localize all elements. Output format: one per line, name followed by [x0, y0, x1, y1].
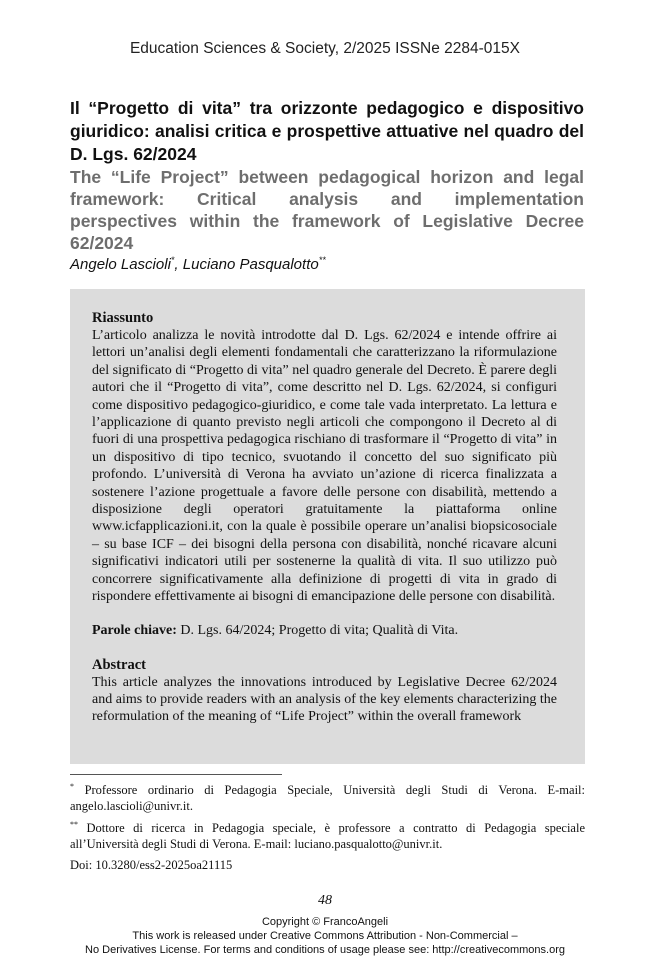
license-line: This work is released under Creative Commons Attribution - Non-Commercial –	[132, 930, 518, 942]
footnote-mark: *	[70, 782, 74, 791]
riassunto-heading: Riassunto	[92, 310, 154, 326]
footnote-text: Dottore di ricerca in Pedagogia speciale, è professore a contratto di Pedagogia speciale all’Università degli Studi di Verona. E-mail: luciano.pasqualotto@univr.it.	[70, 821, 585, 852]
riassunto-text: L’articolo analizza le novità introdotte dal D. Lgs. 62/2024 e intende offrire ai lettori un’analisi degli elementi fondamentali che caratterizzano la riformulazione del significato di “Progetto di vita” nel quadro generale del Decreto. È parere degli autori che il “Progetto di vita”, come descritto nel D. Lgs. 62/2024, si configuri come dispositivo pedagogico-giuridico, e come tale vada interpretato. La lettura e l’applicazione di quanto previsto negli articoli che compongono il Decreto al di fuori di una prospettiva pedagogica rischiano di trasformare il “Progetto di vita” in un dispositivo di tipo tecnico, svuotando il concetto del suo significato più profondo. L’università di Verona ha avviato un’azione di ricerca finalizzata a sostenere l’azione progettuale a favore delle persone con disabilità, mettendo a disposizione degli operatori gratuitamente la piattaforma online www.icfapplicazioni.it, con la quale è possibile operare un’analisi biopsicosociale – su base ICF – dei bisogni della persona con disabilità, nonché ricavare alcuni significativi indicatori utili per sostenerne la qualità di vita. Il suo utilizzo può concorrere significativamente alla definizione di progetti di vita in grado di rispondere effettivamente ai bisogni di emancipazione delle persone con disabilità.	[92, 328, 557, 605]
article-title-italian: Il “Progetto di vita” tra orizzonte pedagogico e dispositivo giuridico: analisi critica e prospettive attuative nel quadro del D. Lgs. 62/2024	[70, 98, 584, 164]
abstract-heading: Abstract	[92, 656, 146, 673]
abstract-text: This article analyzes the innovations introduced by Legislative Decree 62/2024 and aims to provide readers with an analysis of the key elements characterizing the reformulation of the meaning of “Life Project” within the overall framework	[92, 674, 557, 725]
keywords-label: Parole chiave:	[92, 622, 177, 638]
author-footnote-mark: *	[170, 255, 175, 265]
copyright-line: Copyright © FrancoAngeli	[261, 916, 389, 928]
license-line: No Derivatives License. For terms and conditions of usage please see: http://creativecommons.org	[85, 944, 565, 956]
footnote	[70, 817, 585, 852]
footnote-mark: **	[70, 820, 78, 830]
keywords-text: D. Lgs. 64/2024; Progetto di vita; Qualità di Vita.	[176, 622, 459, 638]
footnotes	[70, 779, 585, 855]
author-name: Angelo Lascioli	[70, 256, 171, 273]
abstract-box	[70, 289, 585, 764]
keywords	[92, 622, 557, 640]
article-titles	[70, 97, 584, 273]
page-number: 48	[318, 893, 332, 908]
footnote-text: Professore ordinario di Pedagogia Speciale, Università degli Studi di Verona. E-mail: angelo.lascioli@univr.it.	[70, 783, 585, 814]
author-separator: ,	[174, 256, 183, 273]
author-name: Luciano Pasqualotto	[182, 256, 319, 273]
footnote-divider	[70, 774, 282, 775]
footnote	[70, 779, 585, 814]
running-header: Education Sciences & Society, 2/2025 ISSNe 2284-015X	[129, 40, 521, 57]
license-footer	[0, 915, 650, 957]
doi: Doi: 10.3280/ess2-2025oa21115	[70, 858, 233, 872]
author-footnote-mark: **	[318, 255, 326, 265]
article-title-english: The “Life Project” between pedagogical horizon and legal framework: Critical analysis and implementation perspectives within the framework of Legislative Decree 62/2024	[70, 167, 584, 253]
author-list	[70, 255, 584, 273]
